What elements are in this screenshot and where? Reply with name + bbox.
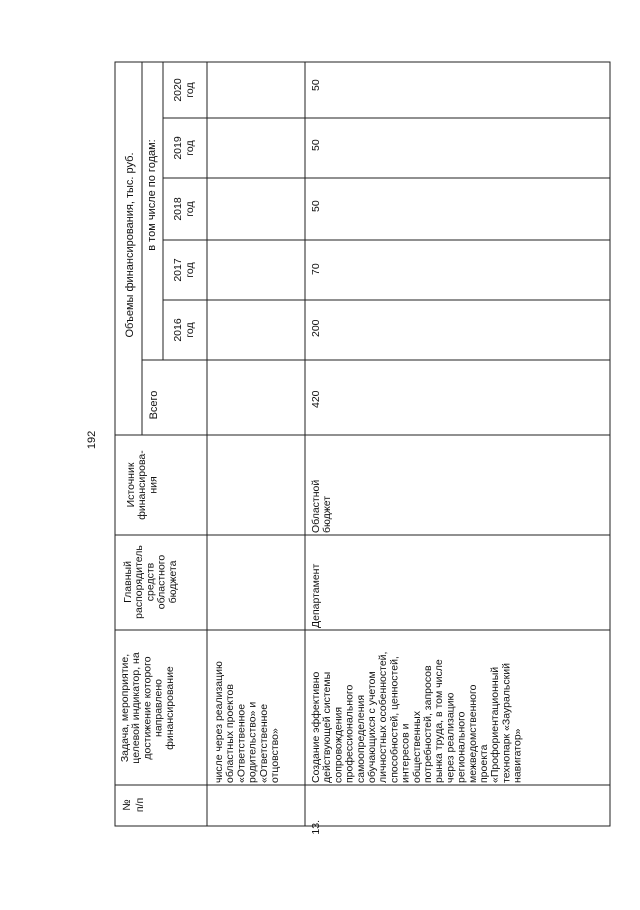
header-manager-text: областного (155, 554, 168, 610)
row-manager-text: Департамент (310, 563, 322, 628)
header-source-text: ния (147, 476, 160, 494)
header-manager-text: распорядитель (133, 545, 146, 619)
row-year-value: 50 (310, 200, 322, 212)
table-row (213, 661, 281, 783)
header-manager-text: бюджета (166, 560, 179, 604)
header-year-text: год (184, 82, 196, 98)
row-task-text: общественных (410, 711, 423, 783)
header-total: Всего (148, 390, 160, 420)
header-number-text: п/п (134, 797, 146, 813)
header-task-text: целевой индикатор, на (130, 652, 143, 764)
row-task-text: «Ответственное (235, 703, 248, 783)
row-task-text: регионального (455, 711, 468, 783)
row-total-value: 420 (310, 390, 322, 408)
header-year-text: 2020 (172, 78, 184, 102)
row-year-value: 70 (310, 263, 322, 275)
page-number: 192 (86, 430, 98, 450)
header-task-text: финансирование (163, 666, 176, 750)
header-year-text: 2018 (172, 197, 184, 221)
header-year-text: год (184, 322, 196, 338)
row-task-text: самоопределения (354, 694, 367, 783)
row-task-text: рынка труда, в том числе (433, 659, 446, 783)
header-manager-text: средств (144, 562, 157, 602)
row-task-text: способностей, ценностей, (388, 656, 401, 783)
row-task-text: потребностей, запросов (422, 665, 434, 783)
row-year-value: 50 (310, 139, 322, 151)
row-task-text: проекта (478, 744, 490, 783)
header-year-text: год (184, 262, 196, 278)
header-task (119, 652, 176, 764)
row-source-text: бюджет (321, 495, 334, 533)
header-source-text: финансирова- (136, 450, 149, 520)
header-year-text: 2017 (172, 258, 184, 282)
header-year-text: 2016 (172, 318, 184, 342)
header-year-text: 2019 (172, 136, 184, 160)
row-task-text: действующей системы (321, 671, 334, 783)
table-row (310, 79, 524, 834)
row-task-text: обучающихся с учетом (366, 671, 378, 783)
row-task-text: интересов и (399, 723, 412, 783)
row-task-text: «Профориентационный (489, 666, 502, 783)
header-by-years: в том числе по годам: (146, 139, 158, 251)
row-year-value: 200 (310, 319, 322, 337)
header-manager-text: Главный (122, 561, 134, 603)
row-task-text: технопарк «Зауральский (500, 663, 513, 783)
row-task-text: навигатор» (511, 728, 524, 783)
row-task-text: родительство» и (246, 701, 259, 783)
row-task-text: Создание эффективно (310, 671, 322, 783)
row-year-value: 50 (310, 79, 322, 91)
row-task-text: через реализацию (444, 692, 457, 783)
header-volumes: Объемы финансирования, тыс. руб. (124, 152, 136, 338)
row-task-text: отцовство» (269, 728, 281, 783)
row-task-text: личностных особенностей, (377, 651, 390, 783)
row-task-text: областных проектов (224, 684, 237, 783)
row-task-text: «Ответственное (257, 703, 270, 783)
header-number-text: № (121, 799, 133, 811)
row-task-text: сопровождения (332, 706, 345, 783)
header-task-text: направлено (152, 679, 165, 737)
header-task-text: достижение которого (141, 656, 154, 760)
row-task-text: профессионального (343, 684, 356, 783)
row-task-text: межведомственного (466, 684, 479, 783)
header-source (125, 450, 159, 520)
row-number: 13. (310, 820, 322, 835)
header-number (121, 798, 146, 812)
header-year-text: год (184, 201, 196, 217)
header-task-text: Задача, мероприятие, (119, 653, 131, 763)
header-manager (122, 545, 179, 619)
header-source-text: Источник (125, 462, 137, 508)
header-year-text: год (184, 140, 196, 156)
row-task-text: числе через реализацию (213, 661, 225, 783)
row-source-text: Областной (310, 479, 322, 533)
